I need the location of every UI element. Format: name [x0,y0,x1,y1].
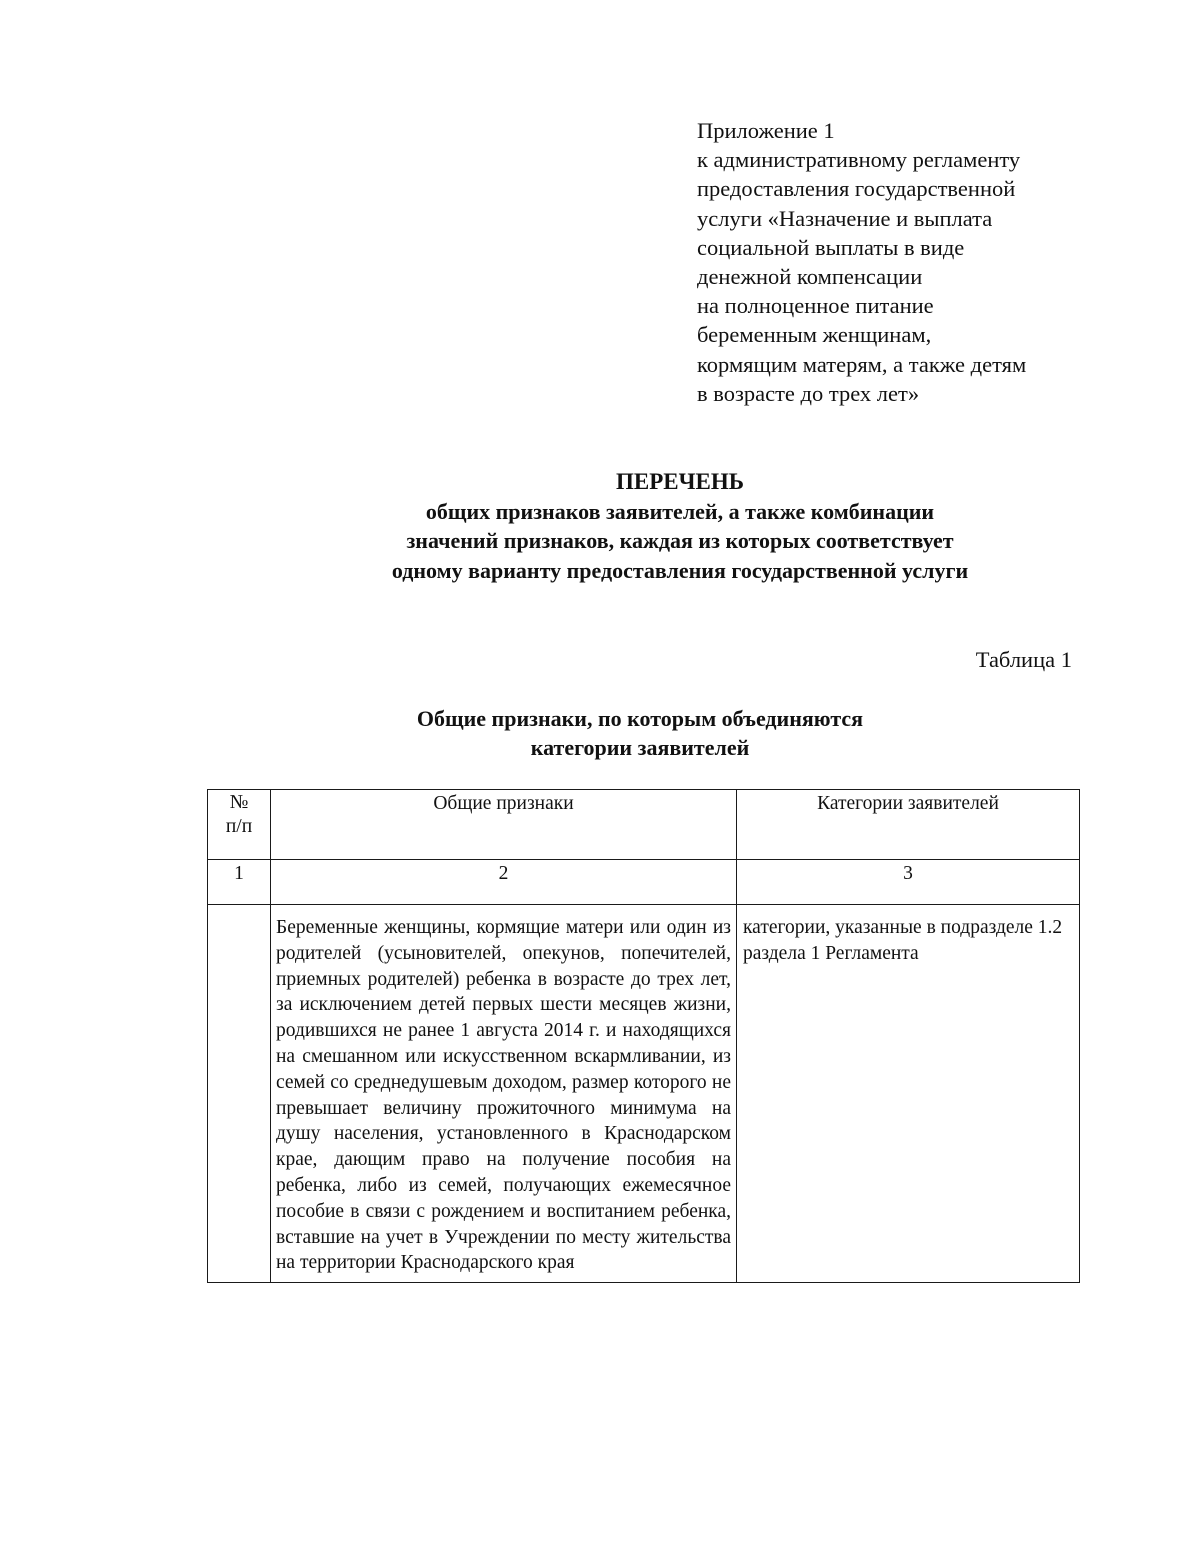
appendix-line: беременным женщинам, [697,322,932,348]
table-caption-line: категории заявителей [530,735,750,760]
appendix-line: Приложение 1 [697,118,835,143]
row-signs-cell: Беременные женщины, кормящие матери или один из родителей (усыновителей, опекунов, попечителей, приемных родителей) ребенка в возрасте до трех лет, за исключением детей первых шести месяцев жизни, родившихся не ранее 1 августа 2014 г. и находящихся на смешанном или искусственном вскармливании, из семей со среднедушевым доходом, размер которого не превышает величину прожиточного минимума на душу населения, установленного в Краснодарском крае, дающим право на получение пособия на ребенка, либо из семей, получающих ежемесячное пособие в связи с рождением и воспитанием ребенка, вставшие на учет в Учреждении по месту жительства на территории Краснодарского края [271,905,737,1283]
appendix-line: социальной выплаты в виде [697,234,965,260]
column-number-cell: 2 [271,860,737,905]
header-cell-number [208,790,271,860]
column-number-cell: 1 [208,860,271,905]
table-row [208,905,1080,1283]
appendix-line: в возрасте до трех лет» [697,380,920,406]
appendix-line: на полноценное питание [697,293,934,319]
appendix-line: к административному регламенту [697,147,1021,173]
appendix-block [697,116,1117,408]
table-label: Таблица 1 [975,647,1072,672]
appendix-line: услуги «Назначение и выплата [697,205,993,231]
document-subtitle-line: общих признаков заявителей, а также комбинации [425,498,935,524]
row-categories-cell: категории, указанные в подразделе 1.2 раздела 1 Регламента [737,905,1080,1283]
appendix-line: предоставления государственной [697,176,1016,202]
row-number-cell [208,905,271,1283]
document-title: ПЕРЕЧЕНЬ [616,469,744,494]
document-heading [230,467,1130,585]
criteria-table [207,789,1080,1283]
header-number-abbr: п/п [225,816,253,837]
document-subtitle-line: одному варианту предоставления государственной услуги [391,557,969,583]
table-caption [230,704,1050,762]
table-caption-line: Общие признаки, по которым объединяются [416,706,864,731]
header-number-symbol: № [229,792,249,813]
column-number-cell: 3 [737,860,1080,905]
appendix-line: денежной компенсации [697,264,923,290]
appendix-line: кормящим матерям, а также детям [697,351,1027,377]
column-number-row [208,860,1080,905]
document-subtitle-line: значений признаков, каждая из которых соответствует [406,528,954,553]
table-header-row [208,790,1080,860]
header-cell-categories: Категории заявителей [737,790,1080,860]
header-cell-signs: Общие признаки [271,790,737,860]
